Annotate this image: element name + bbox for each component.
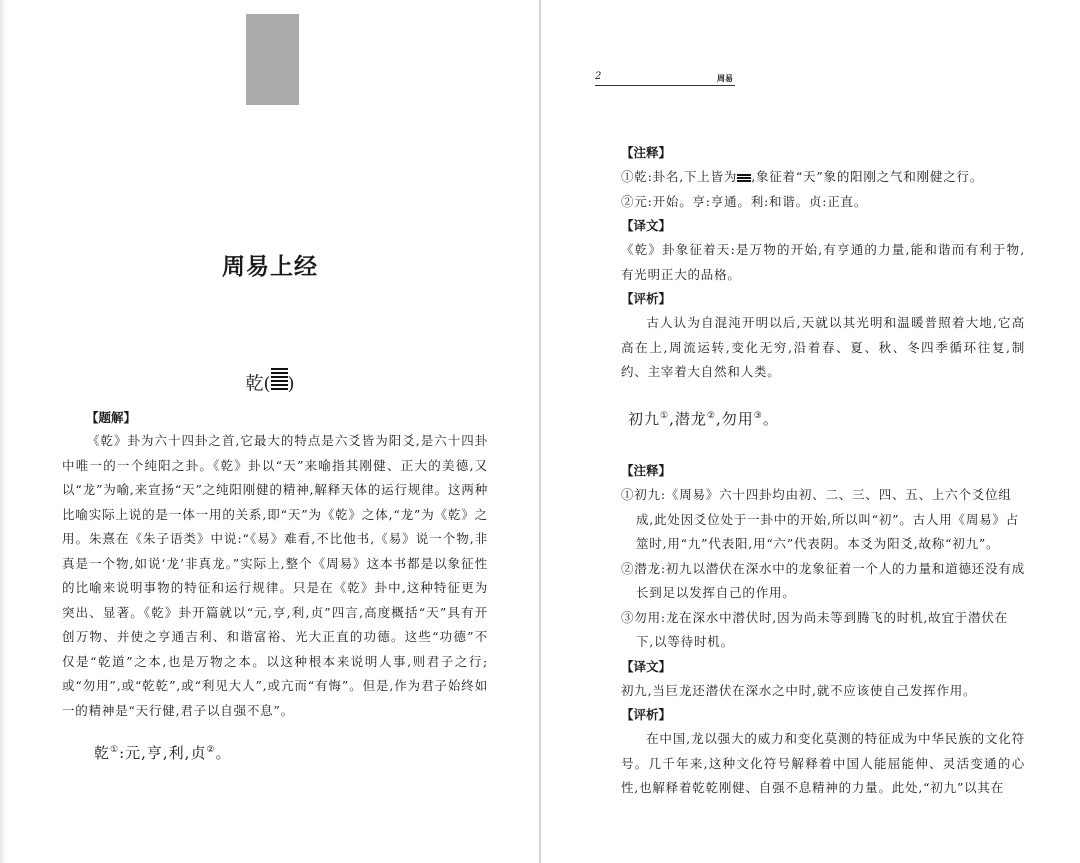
footnote-ref-1: ① <box>110 745 120 755</box>
footnote-ref-2: ② <box>206 745 216 755</box>
translation-heading-2: 【译文】 <box>621 658 672 674</box>
hexagram-title-pre: 乾( <box>245 373 271 395</box>
verse-chujiu-end: 。 <box>762 410 779 428</box>
gray-placeholder-block <box>246 14 299 105</box>
notes-heading-2: 【注释】 <box>621 463 672 478</box>
analysis-1-text: 古人认为自混沌开明以后,天就以其光明和温暖普照着大地,它高高在上,周流运转,变化无穷,沿着春、夏、秋、冬四季循环往复,制约、主宰着大自然和人类。 <box>621 315 1025 379</box>
notes-heading-1: 【注释】 <box>621 145 672 160</box>
note-1-1-pre: ①乾:卦名,下上皆为 <box>621 169 738 184</box>
verse-qian <box>94 742 232 763</box>
note-1-1 <box>595 165 1025 190</box>
footnote-ref-4: ② <box>706 411 716 421</box>
analysis-1 <box>595 311 1025 385</box>
note-2-2: ②潜龙:初九以潜伏在深水中的龙象征着一个人的力量和道德还没有成长到足以发挥自己的作用。 <box>621 560 1026 600</box>
section-2 <box>595 459 1025 801</box>
hexagram-title-post: ) <box>287 373 295 395</box>
translation-1: 《乾》卦象征着天:是万物的开始,有亨通的力量,能和谐而有利于物,有光明正大的品格。 <box>621 242 1025 282</box>
note-1-1-post: ,象征着“天”象的阳刚之气和刚健之行。 <box>751 169 984 184</box>
analysis-heading-2: 【评析】 <box>621 707 672 722</box>
note-2-3: ③勿用:龙在深水中潜伏时,因为尚未等到腾飞的时机,故宜于潜伏在下,以等待时机。 <box>621 609 1008 649</box>
verse-chujiu <box>595 408 1058 429</box>
qian-trigram-icon <box>737 173 751 183</box>
note-1-2: ②元:开始。亨:亨通。利:和谐。贞:正直。 <box>621 193 868 209</box>
verse-qian-text: :元,亨,利,贞 <box>119 744 207 762</box>
intro-heading: 【题解】 <box>86 410 137 425</box>
footnote-ref-3: ① <box>660 411 670 421</box>
analysis-heading-1: 【评析】 <box>621 291 672 306</box>
verse-chujiu-a: 初九 <box>628 410 661 428</box>
hexagram-title <box>0 366 540 396</box>
verse-qian-word: 乾 <box>94 744 111 762</box>
verse-chujiu-b: ,潜龙 <box>669 410 707 428</box>
running-header <box>595 71 735 86</box>
page-number: 2 <box>595 71 602 82</box>
translation-2: 初九,当巨龙还潜伏在深水之中时,就不应该使自己发挥作用。 <box>621 682 977 698</box>
verse-chujiu-c: ,勿用 <box>715 410 754 428</box>
verse-qian-end: 。 <box>215 744 232 762</box>
analysis-2 <box>595 727 1025 801</box>
footnote-ref-5: ③ <box>753 411 763 421</box>
left-page-edge <box>0 0 6 863</box>
analysis-2-text: 在中国,龙以强大的威力和变化莫测的特征成为中华民族的文化符号。几千年来,这种文化符号解释着中国人能屈能伸、灵活变通的心性,也解释着乾乾刚健、自强不息精神的力量。此处,“初九”以其在 <box>621 731 1025 795</box>
part-title: 周易上经 <box>222 253 318 280</box>
qian-hexagram-icon <box>271 366 288 392</box>
translation-heading-1: 【译文】 <box>621 218 672 233</box>
note-2-1: ①初九:《周易》六十四卦均由初、二、三、四、五、上六个爻位组成,此处因爻位处于一卦中的开始,所以叫“初”。古人用《周易》占筮时,用“九”代表阳,用“六”代表阴。本爻为阳爻,故称“初九”。 <box>621 487 1020 551</box>
running-title: 周易 <box>717 73 733 83</box>
intro-paragraph: 《乾》卦为六十四卦之首,它最大的特点是六爻皆为阳爻,是六十四卦中唯一的一个纯阳之卦。《乾》卦以“天”来喻指其刚健、正大的美德,又以“龙”为喻,来宣扬“天”之纯阳刚健的精神,解释天体的运行规律。这两种比喻实际上说的是一体一用的关系,即“天”为《乾》之体,“龙”为《乾》之用。朱熹在《朱子语类》中说:“《易》难看,不比他书,《易》说一个物,非真是一个物,如说‘龙’非真龙。”实际上,整个《周易》这本书都是以象征性的比喻来说明事物的特征和运行规律。只是在《乾》卦中,这种特征更为突出、显著。《乾》卦开篇就以“元,亨,利,贞”四言,高度概括“天”具有开创万物、并使之亨通吉利、和谐富裕、光大正直的功德。这些“功德”不仅是“乾道”之本,也是万物之本。以这种根本来说明人事,则君子之行;或“勿用”,或“乾乾”,或“利见大人”,或亢而“有悔”。但是,作为君子始终如一的精神是“天行健,君子以自强不息”。 <box>62 433 488 718</box>
section-1 <box>595 141 1025 385</box>
